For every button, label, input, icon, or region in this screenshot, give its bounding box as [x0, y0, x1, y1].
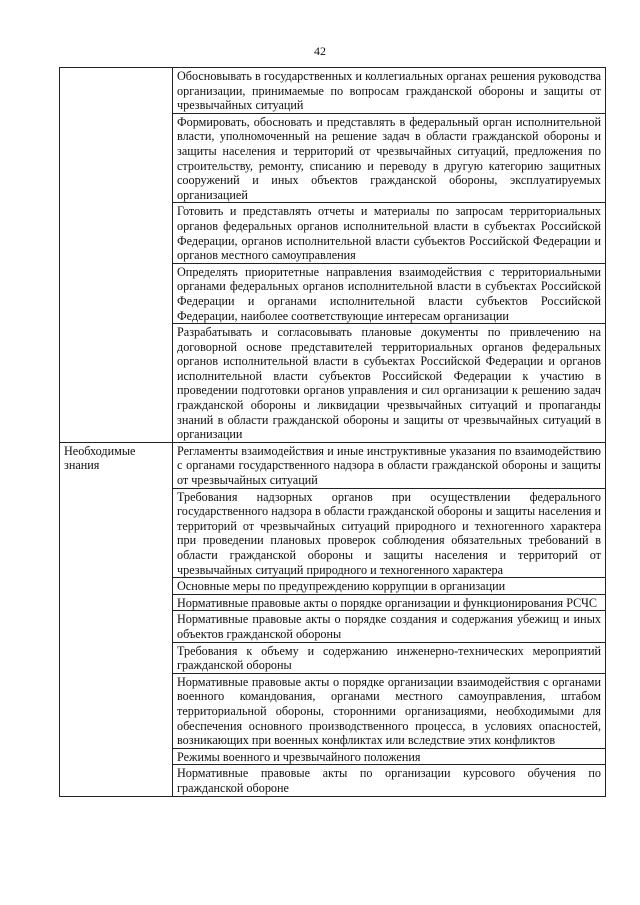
table-cell: Основные меры по предупреждению коррупции в организации [173, 578, 606, 595]
table-cell: Обосновывать в государственных и коллегиальных органах решения руководства организации, принимаемые по вопросам гражданской обороны и защиты от чрезвычайных ситуаций [173, 68, 606, 114]
table-cell: Нормативные правовые акты по организации курсового обучения по гражданской обороне [173, 765, 606, 796]
requirements-table [59, 67, 606, 797]
section-label: Необходимые знания [60, 442, 173, 796]
empty-label-cell [60, 68, 173, 443]
table-cell: Готовить и представлять отчеты и материалы по запросам территориальных органов федеральных органов исполнительной власти в субъектах Российской Федерации, органов исполнительной власти субъектов Российской Федерации и органов местного самоуправления [173, 203, 606, 263]
table-cell: Нормативные правовые акты о порядке организации взаимодействия с органами военного командования, органами местного самоуправления, штабом территориальной обороны, сторонними организациями, необходимыми для обеспечения основного производственного процесса, в условиях опасностей, возникающих при военных конфликтах или вследствие этих конфликтов [173, 673, 606, 748]
table-row [60, 442, 606, 488]
table-cell: Определять приоритетные направления взаимодействия с территориальными органами федеральных органов исполнительной власти в субъектах Российской Федерации и органами исполнительной власти субъектов Российской Федерации, наиболее соответствующие интересам организации [173, 263, 606, 323]
table-cell: Режимы военного и чрезвычайного положения [173, 748, 606, 765]
table-cell: Требования надзорных органов при осуществлении федерального государственного надзора в области гражданской обороны и защиты населения и территорий от чрезвычайных ситуаций природного и техногенного характера при проведении плановых проверок соблюдения обязательных требований в области гражданской обороны и защиты населения и территорий от чрезвычайных ситуаций природного и техногенного характера [173, 488, 606, 578]
table-cell: Нормативные правовые акты о порядке создания и содержания убежищ и иных объектов гражданской обороны [173, 611, 606, 642]
page-number: 42 [314, 44, 326, 58]
table-cell: Формировать, обосновать и представлять в федеральный орган исполнительной власти, уполномоченный на решение задач в области гражданской обороны и защиты населения и территорий от чрезвычайных ситуаций, предложения по строительству, ремонту, списанию и переводу в другую категорию защитных сооружений и иных объектов гражданской обороны, эксплуатируемых организацией [173, 113, 606, 203]
table-cell: Нормативные правовые акты о порядке организации и функционирования РСЧС [173, 594, 606, 611]
table-cell: Регламенты взаимодействия и иные инструктивные указания по взаимодействию с органами государственного надзора в области гражданской обороны и защиты от чрезвычайных ситуаций [173, 442, 606, 488]
table-cell: Требования к объему и содержанию инженерно-технических мероприятий гражданской обороны [173, 642, 606, 673]
table-row [60, 68, 606, 114]
table-cell: Разрабатывать и согласовывать плановые документы по привлечению на договорной основе представителей территориальных органов федеральных органов исполнительной власти в субъектах Российской Федерации и органов исполнительной власти субъектов Российской Федерации к участию в проведении подготовки органов управления и сил организации к решению задач гражданской обороны и ликвидации чрезвычайных ситуаций и пропаганды знаний в области гражданской обороны и защиты от чрезвычайных ситуаций в организации [173, 324, 606, 443]
